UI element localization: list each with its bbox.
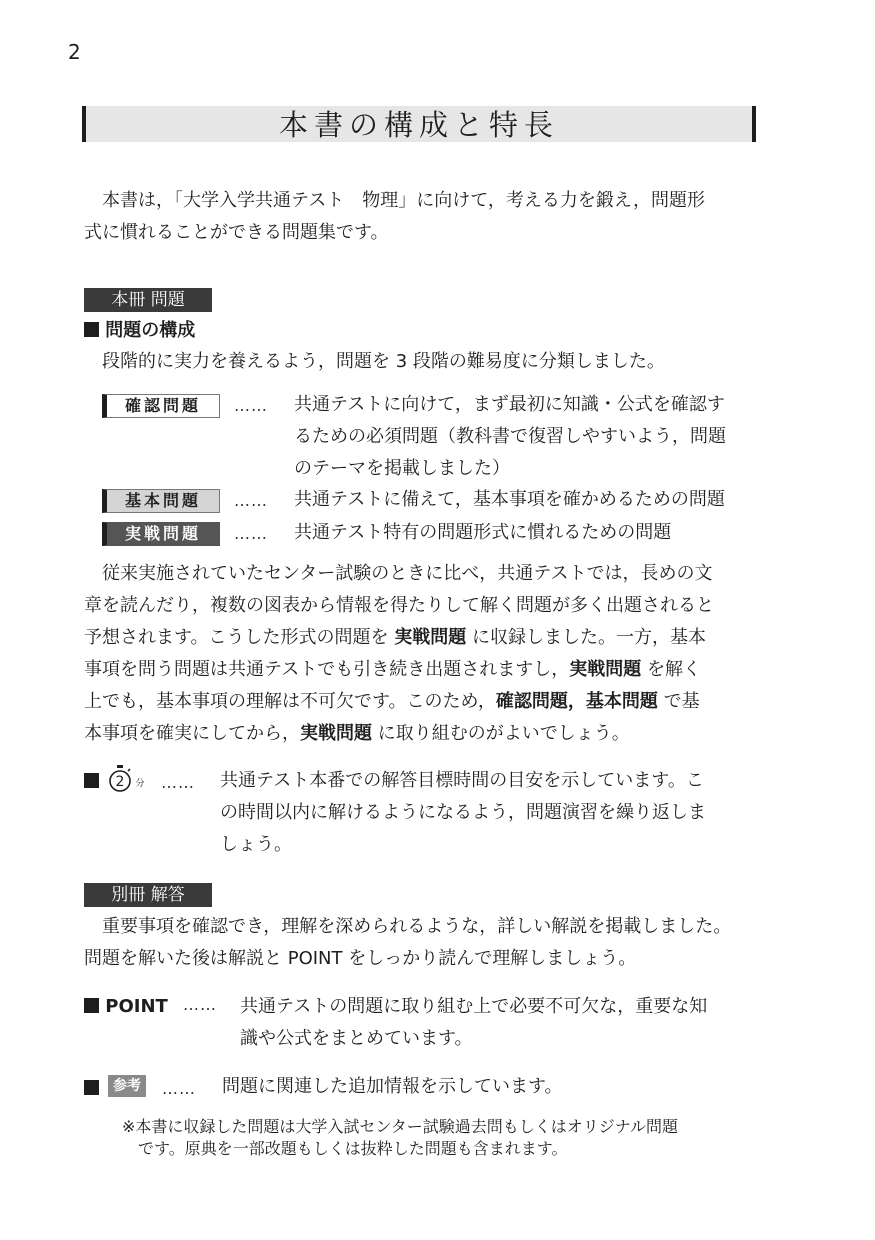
timer-minutes: 2 (115, 774, 125, 790)
sanko-legend (84, 1079, 99, 1098)
lead-line: 重要事項を確認でき，理解を深められるような，詳しい解説を掲載しました。 (102, 916, 732, 937)
description-line: 共通テスト本番での解答目標時間の目安を示しています。こ (220, 770, 704, 791)
description-line: 共通テストに向けて，まず最初に知識・公式を確認す (294, 394, 725, 415)
leader-dots: …… (183, 995, 217, 1014)
label-kakunin: 確認問題 (102, 394, 220, 418)
emphasis: 確認問題，基本問題 (495, 691, 658, 712)
footnote-line: です。原典を一部改題もしくは抜粋した問題も含まれます。 (138, 1139, 568, 1158)
description-line: 共通テストの問題に取り組む上で必要不可欠な，重要な知 (240, 996, 708, 1017)
timer-unit: 分 (135, 779, 145, 789)
leader-dots: …… (234, 524, 268, 543)
body-line: 予想されます。こうした形式の問題を 実戦問題 に収録しました。一方，基本 (84, 627, 707, 648)
square-bullet-icon (84, 998, 99, 1013)
level-description (294, 389, 764, 485)
description-line: の時間以内に解けるようになるよう，問題演習を繰り返しま (220, 802, 706, 823)
sanko-description: 問題に関連した追加情報を示しています。 (222, 1076, 563, 1097)
sub-heading (84, 318, 195, 344)
square-bullet-icon (84, 773, 99, 788)
sub-heading-text: 問題の構成 (105, 320, 196, 341)
page-title (82, 106, 756, 142)
level-description: 共通テストに備えて，基本事項を確かめるための問題 (294, 489, 725, 510)
emphasis: 実戦問題 (300, 723, 372, 744)
section-tag-bessatsu: 別冊 解答 (84, 883, 212, 907)
label-jissen: 実戦問題 (102, 522, 220, 546)
lead-line: 問題を解いた後は解説と POINT をしっかり読んで理解しましょう。 (84, 948, 637, 969)
footnote-line: ※本書に収録した問題は大学入試センター試験過去問もしくはオリジナル問題 (122, 1117, 678, 1136)
description-line: しょう。 (220, 834, 292, 855)
emphasis: 実戦問題 (569, 659, 642, 680)
description-line: 識や公式をまとめています。 (240, 1028, 473, 1049)
point-legend (84, 995, 168, 1019)
bessatsu-lead (84, 911, 764, 975)
intro-line: 式に慣れることができる問題集です。 (84, 222, 389, 243)
level-description: 共通テスト特有の問題形式に慣れるための問題 (294, 522, 672, 543)
structure-lead: 段階的に実力を養えるよう，問題を 3 段階の難易度に分類しました。 (102, 351, 665, 372)
footnote (122, 1116, 772, 1160)
body-line: 事項を問う問題は共通テストでも引き続き出題されますし，実戦問題 を解く (84, 659, 702, 680)
page-number: 2 (68, 40, 81, 64)
point-description (240, 991, 765, 1055)
body-line: 上でも，基本事項の理解は不可欠です。このため，確認問題，基本問題 で基 (84, 691, 700, 712)
body-line: 本事項を確実にしてから，実戦問題 に取り組むのがよいでしょう。 (84, 723, 630, 744)
label-kihon: 基本問題 (102, 489, 220, 513)
intro-line: 本書は，「大学入学共通テスト 物理」に向けて，考える力を鍛え，問題形 (102, 190, 705, 211)
leader-dots: …… (161, 773, 195, 792)
timer-legend (84, 772, 99, 791)
emphasis: 実戦問題 (394, 627, 467, 648)
section-tag-honsatsu: 本冊 問題 (84, 288, 212, 312)
body-line: 従来実施されていたセンター試験のときに比べ，共通テストでは，長めの文 (102, 563, 713, 584)
square-bullet-icon (84, 1080, 99, 1095)
leader-dots: …… (234, 396, 268, 415)
sanko-icon: 参考 (108, 1075, 146, 1097)
intro-paragraph (84, 185, 764, 249)
description-line: るための必須問題（教科書で復習しやすいよう，問題 (294, 426, 726, 447)
point-label: POINT (105, 996, 168, 1017)
body-paragraph (84, 558, 764, 750)
leader-dots: …… (234, 491, 268, 510)
stopwatch-icon (108, 764, 150, 794)
page-title-text: 本書の構成と特長 (278, 108, 559, 142)
square-bullet-icon (84, 322, 99, 337)
body-line: 章を読んだり，複数の図表から情報を得たりして解く問題が多く出題されると (84, 595, 714, 616)
description-line: のテーマを掲載しました） (294, 458, 510, 479)
leader-dots: …… (162, 1079, 196, 1098)
timer-description (220, 765, 765, 861)
